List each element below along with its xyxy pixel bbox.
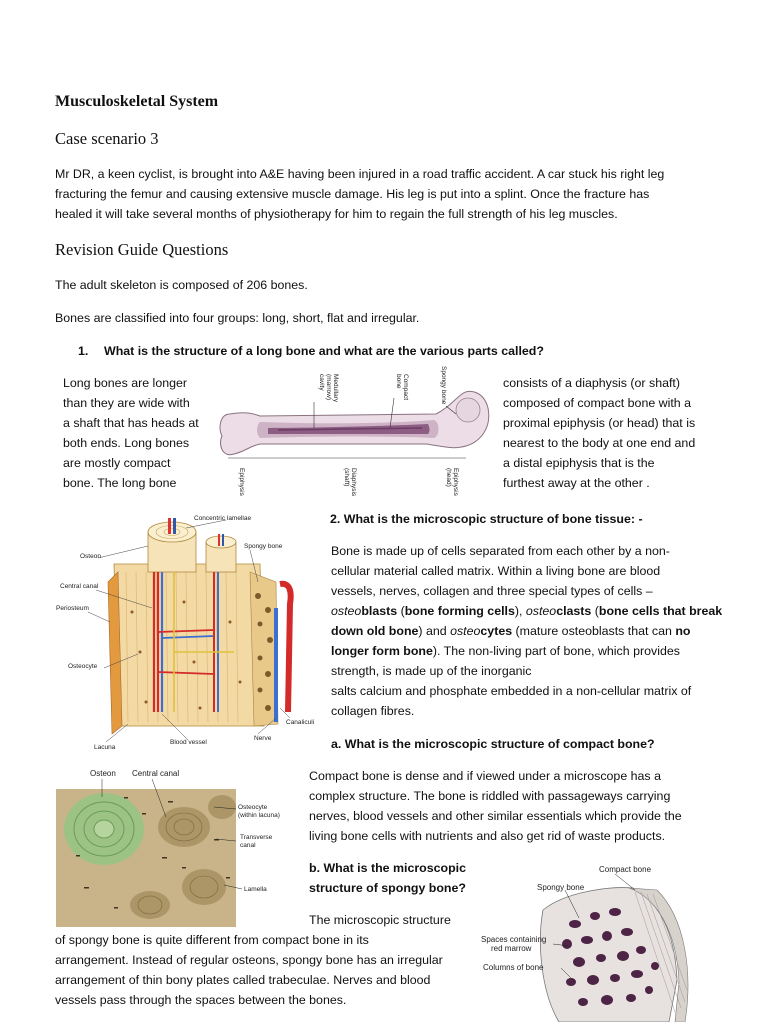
- label-periosteum: Periosteum: [56, 605, 89, 612]
- punct: ) and: [418, 624, 451, 638]
- label-spongy: Spongy bone: [440, 366, 447, 405]
- text-span: (mature osteoblasts that can: [512, 624, 676, 638]
- long-bone-figure: [216, 362, 492, 504]
- spongy-bone-paragraph: [55, 930, 475, 1010]
- punct: (: [591, 604, 599, 618]
- question-1-number: 1.: [78, 344, 89, 358]
- label-head: (head): [445, 468, 452, 487]
- text-line: vessels, nerves, collagen and three special types of cells –: [331, 584, 653, 598]
- clasts-term: clasts: [556, 604, 592, 618]
- spongy-bone-figure: [479, 862, 711, 1022]
- text-line: consists of a diaphysis (or shaft): [503, 376, 680, 390]
- intro-line: Mr DR, a keen cyclist, is brought into A&E having been injured in a road traffic accident. A car stuck his right leg: [55, 167, 665, 181]
- text-line: a shaft that has heads at: [63, 416, 199, 430]
- punct: ),: [514, 604, 526, 618]
- text-line: arrangement. Instead of regular osteons, spongy bone has an irregular: [55, 953, 443, 967]
- no-term: no: [675, 624, 691, 638]
- label-osteon: Osteon: [80, 553, 101, 560]
- text-line: of spongy bone is quite different from compact bone in its: [55, 933, 369, 947]
- blasts-term: blasts: [361, 604, 398, 618]
- label-nerve: Nerve: [254, 735, 272, 742]
- intro-line: fracturing the femur and causing extensive muscle damage. His leg is put into a splint. Once the fracture has: [55, 187, 650, 201]
- question-b: [309, 858, 466, 898]
- label-concentric-lamellae: Concentric lamellae: [194, 515, 252, 522]
- text-line: Long bones are longer: [63, 376, 188, 390]
- label-spongy-bone: Spongy bone: [537, 883, 585, 892]
- revision-heading: Revision Guide Questions: [55, 240, 229, 259]
- text-line: collagen fibres.: [331, 704, 415, 718]
- text-line: than they are wide with: [63, 396, 190, 410]
- label-central-canal: Central canal: [60, 583, 99, 590]
- long-bone-text-right: [503, 373, 695, 493]
- intro-line: healed it will take several months of physiotherapy for him to regain the full strength of his leg muscles.: [55, 207, 618, 221]
- label-lamella: Lamella: [244, 886, 267, 893]
- text-line: strength, is made up of the inorganic: [331, 664, 532, 678]
- bone-forming-cells-term: bone forming cells: [404, 604, 515, 618]
- skeleton-fact: The adult skeleton is composed of 206 bones.: [55, 278, 308, 292]
- text-line: nerves, blood vessels and other similar essentials which provide the: [309, 809, 682, 823]
- text-line: complex structure. The bone is riddled with passageways carrying: [309, 789, 671, 803]
- page-title: Musculoskeletal System: [55, 93, 219, 110]
- text-line: Bone is made up of cells separated from each other by a non-: [331, 544, 670, 558]
- label-diaphysis: Diaphysis: [350, 468, 357, 497]
- case-heading: Case scenario 3: [55, 129, 159, 148]
- text-line: furthest away at the other .: [503, 476, 650, 490]
- label-compact-bone: Compact bone: [599, 865, 652, 874]
- label-epiphysis-distal: Epiphysis: [238, 468, 245, 496]
- intro-paragraph: [55, 164, 725, 224]
- text-line: nearest to the body at one end and: [503, 436, 696, 450]
- label-columns-of-bone: Columns of bone: [483, 963, 544, 972]
- text-line-cell-types: [331, 601, 731, 621]
- compact-bone-paragraph: [309, 766, 729, 846]
- bone-tissue-figure: [54, 512, 320, 752]
- label-cavity: cavity: [318, 374, 325, 391]
- label-bone: bone: [395, 374, 402, 389]
- label-compact: Compact: [402, 374, 409, 401]
- break-term: bone cells that break: [598, 604, 723, 618]
- text-line: are mostly compact: [63, 456, 171, 470]
- label-spongy-bone: Spongy bone: [244, 543, 283, 550]
- label-osteocyte: Osteocyte: [238, 804, 268, 811]
- longer-form-bone-term: longer form bone: [331, 644, 433, 658]
- text-line: b. What is the microscopic: [309, 861, 466, 875]
- down-old-bone-term: down old bone: [331, 624, 419, 638]
- label-canal: canal: [240, 842, 256, 849]
- label-central-canal: Central canal: [132, 769, 180, 778]
- label-within-lacuna: (within lacuna): [238, 812, 280, 819]
- label-blood-vessel: Blood vessel: [170, 739, 207, 746]
- text-line: both ends. Long bones: [63, 436, 190, 450]
- osteo-prefix: osteo: [331, 604, 362, 618]
- question-1: What is the structure of a long bone and what are the various parts called?: [104, 344, 544, 358]
- label-transverse: Transverse: [240, 834, 273, 841]
- question-2: 2. What is the microscopic structure of bone tissue: -: [330, 512, 643, 526]
- osteo-prefix: osteo: [525, 604, 557, 618]
- text-line: salts calcium and phosphate embedded in a non-cellular matrix of: [331, 684, 692, 698]
- text-line: Compact bone is dense and if viewed under a microscope has a: [309, 769, 661, 783]
- bone-groups: Bones are classified into four groups: long, short, flat and irregular.: [55, 311, 420, 325]
- label-red-marrow: red marrow: [491, 944, 532, 953]
- text-span: ). The non-living part of bone, which provides: [432, 644, 680, 658]
- text-line: living bone cells with nutrients and also get rid of waste products.: [309, 829, 666, 843]
- text-line: cellular material called matrix. Within a living bone are blood: [331, 564, 661, 578]
- label-epiphysis-proximal: Epiphysis: [452, 468, 459, 496]
- label-osteocyte: Osteocyte: [68, 663, 98, 670]
- long-bone-text-left: [63, 373, 199, 493]
- question-a: a. What is the microscopic structure of compact bone?: [331, 737, 655, 751]
- label-spaces-containing: Spaces containing: [481, 935, 547, 944]
- spongy-first-line: The microscopic structure: [309, 913, 451, 927]
- label-marrow: (marrow): [325, 374, 332, 400]
- label-lacuna: Lacuna: [94, 744, 116, 751]
- punct: (: [397, 604, 405, 618]
- text-line: bone. The long bone: [63, 476, 177, 490]
- text-line-cytes: [331, 621, 731, 641]
- text-line: composed of compact bone with a: [503, 396, 692, 410]
- label-shaft: (shaft): [343, 468, 350, 487]
- cytes-term: cytes: [480, 624, 513, 638]
- label-medullary: Medullary: [332, 374, 339, 403]
- osteo-prefix: osteo: [450, 624, 481, 638]
- text-line: arrangement of thin bony plates called trabeculae. Nerves and blood: [55, 973, 431, 987]
- compact-bone-micrograph: [54, 767, 294, 927]
- label-canaliculi: Canaliculi: [286, 719, 315, 726]
- text-line-form-bone: [331, 641, 731, 661]
- text-line: structure of spongy bone?: [309, 881, 466, 895]
- label-osteon: Osteon: [90, 769, 116, 778]
- text-line: vessels pass through the spaces between the bones.: [55, 993, 347, 1007]
- bone-tissue-paragraph: [331, 541, 731, 721]
- text-line: proximal epiphysis (or head) that is: [503, 416, 696, 430]
- text-line: a distal epiphysis that is the: [503, 456, 655, 470]
